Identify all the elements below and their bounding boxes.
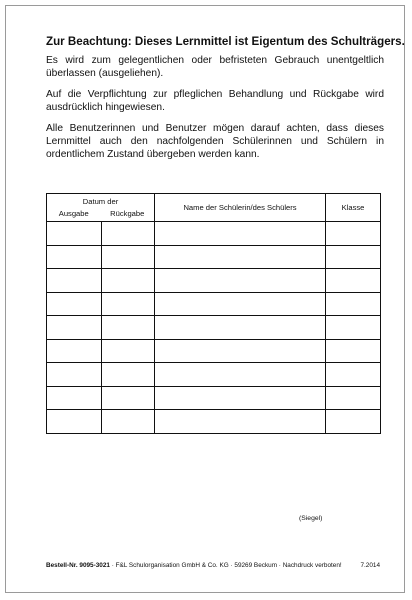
ledger-row: [47, 339, 381, 363]
rueckgabe-cell[interactable]: [102, 410, 155, 434]
ledger-row: [47, 410, 381, 434]
rueckgabe-cell[interactable]: [102, 245, 155, 269]
ledger-header-datum-label: Datum der: [82, 197, 119, 206]
name-cell[interactable]: [155, 222, 326, 246]
ausgabe-cell[interactable]: [47, 386, 102, 410]
ledger-header-row: [47, 194, 381, 222]
name-cell[interactable]: [155, 339, 326, 363]
klasse-cell[interactable]: [326, 292, 381, 316]
ledger-header-klasse: Klasse: [326, 194, 381, 222]
notice-section: [46, 35, 405, 169]
ledger-header-ausgabe: Ausgabe: [58, 209, 89, 218]
name-cell[interactable]: [155, 386, 326, 410]
rueckgabe-cell[interactable]: [102, 363, 155, 387]
klasse-cell[interactable]: [326, 222, 381, 246]
klasse-cell[interactable]: [326, 386, 381, 410]
ausgabe-cell[interactable]: [47, 269, 102, 293]
klasse-cell[interactable]: [326, 410, 381, 434]
ledger-row: [47, 386, 381, 410]
notice-heading: Zur Beachtung: Dieses Lernmittel ist Eigentum des Schulträgers.: [46, 35, 405, 48]
footer-left: [46, 562, 342, 569]
rueckgabe-cell[interactable]: [102, 386, 155, 410]
ledger-row: [47, 363, 381, 387]
footer-edition: 7.2014: [360, 562, 380, 569]
ausgabe-cell[interactable]: [47, 410, 102, 434]
ledger-row: [47, 222, 381, 246]
rueckgabe-cell[interactable]: [102, 339, 155, 363]
ausgabe-cell[interactable]: [47, 222, 102, 246]
ledger-header-datum: [47, 194, 155, 222]
ausgabe-cell[interactable]: [47, 363, 102, 387]
ledger-row: [47, 269, 381, 293]
ledger-row: [47, 316, 381, 340]
name-cell[interactable]: [155, 410, 326, 434]
klasse-cell[interactable]: [326, 316, 381, 340]
notice-paragraph-3: Alle Benutzerinnen und Benutzer mögen darauf achten, dass dieses Lernmittel auch den nachfolgenden Schülerinnen und Schülern in ordentlichem Zustand übergeben werden kann.: [46, 123, 384, 160]
notice-paragraph-1: Es wird zum gelegentlichen oder befristeten Gebrauch unentgeltlich überlassen (ausgeliehen).: [46, 55, 384, 79]
name-cell[interactable]: [155, 316, 326, 340]
ledger-header-name: Name der Schülerin/des Schülers: [155, 194, 326, 222]
ledger-body: [47, 222, 381, 434]
klasse-cell[interactable]: [326, 339, 381, 363]
klasse-cell[interactable]: [326, 269, 381, 293]
rueckgabe-cell[interactable]: [102, 222, 155, 246]
footer: [46, 562, 380, 569]
notice-paragraph-2: Auf die Verpflichtung zur pfleglichen Behandlung und Rückgabe wird ausdrücklich hingewiesen.: [46, 89, 384, 113]
name-cell[interactable]: [155, 269, 326, 293]
seal-label: (Siegel): [299, 515, 323, 522]
loan-ledger-table: [46, 193, 381, 434]
ausgabe-cell[interactable]: [47, 292, 102, 316]
ledger-row: [47, 245, 381, 269]
name-cell[interactable]: [155, 245, 326, 269]
ausgabe-cell[interactable]: [47, 245, 102, 269]
name-cell[interactable]: [155, 363, 326, 387]
footer-publisher: · F&L Schulorganisation GmbH & Co. KG · 59269 Beckum · Nachdruck verboten!: [111, 562, 342, 569]
ledger-header-rueckgabe: Rückgabe: [110, 209, 145, 218]
rueckgabe-cell[interactable]: [102, 316, 155, 340]
rueckgabe-cell[interactable]: [102, 269, 155, 293]
klasse-cell[interactable]: [326, 245, 381, 269]
rueckgabe-cell[interactable]: [102, 292, 155, 316]
ausgabe-cell[interactable]: [47, 316, 102, 340]
klasse-cell[interactable]: [326, 363, 381, 387]
ausgabe-cell[interactable]: [47, 339, 102, 363]
name-cell[interactable]: [155, 292, 326, 316]
footer-order-number: Bestell-Nr. 9095-3021: [46, 562, 110, 569]
ledger-row: [47, 292, 381, 316]
